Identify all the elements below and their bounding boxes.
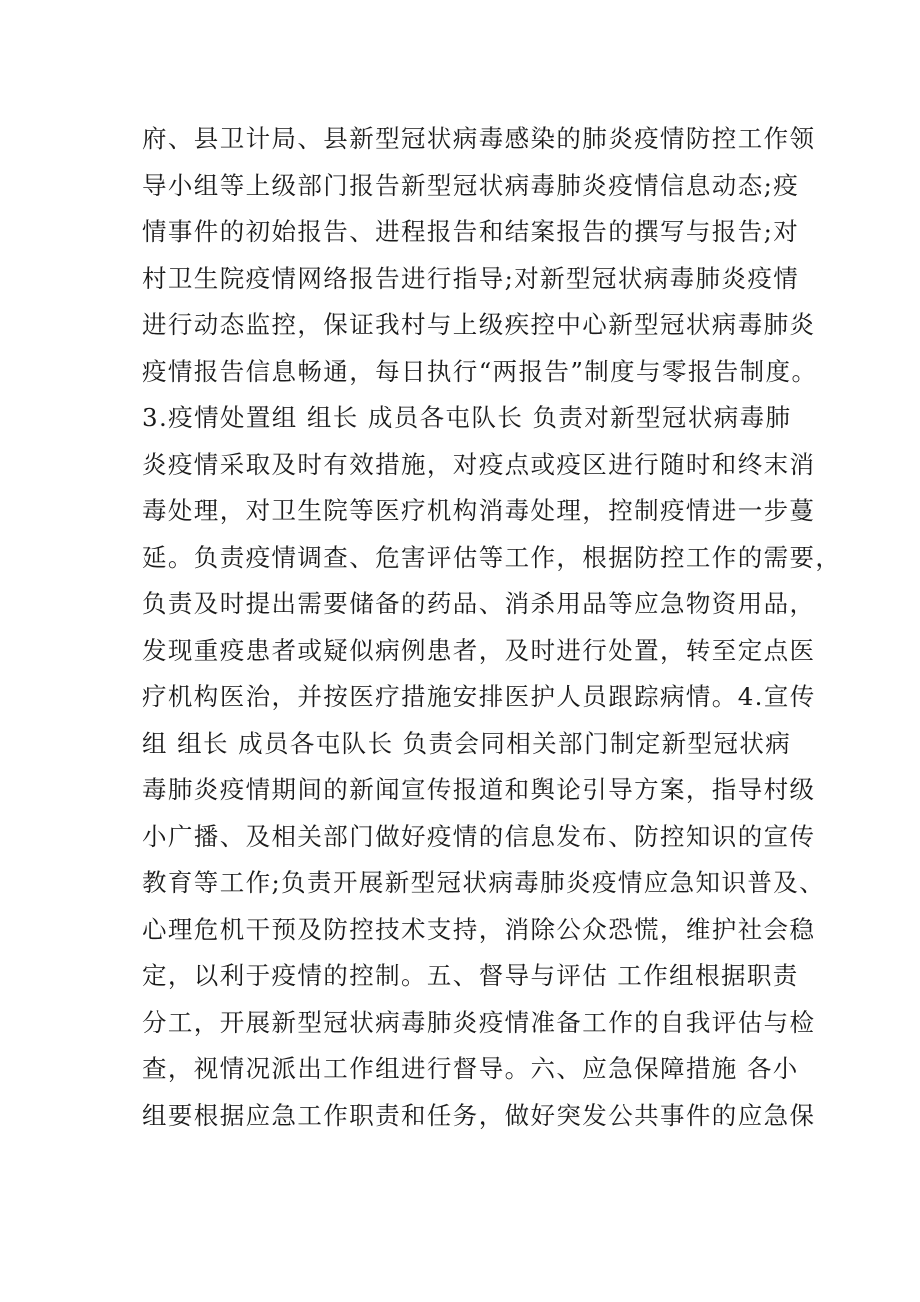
text-line: 毒处理，对卫生院等医疗机构消毒处理，控制疫情进一步蔓: [142, 496, 816, 525]
text-line: 心理危机干预及防控技术支持，消除公众恐慌，维护社会稳: [142, 914, 816, 944]
text-line: 教育等工作;负责开展新型冠状病毒肺炎疫情应急知识普及、: [142, 868, 826, 897]
text-line: 负责及时提出需要储备的药品、消杀用品等应急物资用品，: [142, 589, 816, 618]
text-line: 府、县卫计局、县新型冠状病毒感染的肺炎疫情防控工作领: [142, 124, 816, 153]
text-line: 毒肺炎疫情期间的新闻宣传报道和舆论引导方案，指导村级: [142, 775, 816, 804]
text-line: 疗机构医治，并按医疗措施安排医护人员跟踪病情。4.宣传: [142, 682, 816, 711]
text-line: 炎疫情采取及时有效措施，对疫点或疫区进行随时和终末消: [142, 449, 816, 479]
text-line: 发现重疫患者或疑似病例患者，及时进行处置，转至定点医: [142, 635, 816, 665]
text-line: 组 组长 成员各屯队长 负责会同相关部门制定新型冠状病: [142, 728, 792, 758]
text-line: 分工，开展新型冠状病毒肺炎疫情准备工作的自我评估与检: [142, 1007, 816, 1037]
text-line: 3.疫情处置组 组长 成员各屯队长 负责对新型冠状病毒肺: [142, 403, 792, 432]
text-line: 延。负责疫情调查、危害评估等工作，根据防控工作的需要，: [142, 542, 842, 572]
text-line: 组要根据应急工作职责和任务，做好突发公共事件的应急保: [142, 1100, 816, 1130]
text-line: 小广播、及相关部门做好疫情的信息发布、防控知识的宣传: [142, 821, 816, 851]
text-line: 进行动态监控，保证我村与上级疾控中心新型冠状病毒肺炎: [142, 310, 816, 339]
text-line: 导小组等上级部门报告新型冠状病毒肺炎疫情信息动态;疫: [142, 170, 800, 200]
text-line: 定，以利于疫情的控制。五、督导与评估 工作组根据职责: [142, 961, 799, 990]
text-line: 疫情报告信息畅通，每日执行“两报告”制度与零报告制度。: [142, 356, 818, 386]
text-line: 村卫生院疫情网络报告进行指导;对新型冠状病毒肺炎疫情: [142, 263, 800, 293]
text-line: 查，视情况派出工作组进行督导。六、应急保障措施 各小: [142, 1054, 799, 1083]
text-line: 情事件的初始报告、进程报告和结案报告的撰写与报告;对: [142, 217, 800, 246]
body-text: [142, 116, 842, 1139]
